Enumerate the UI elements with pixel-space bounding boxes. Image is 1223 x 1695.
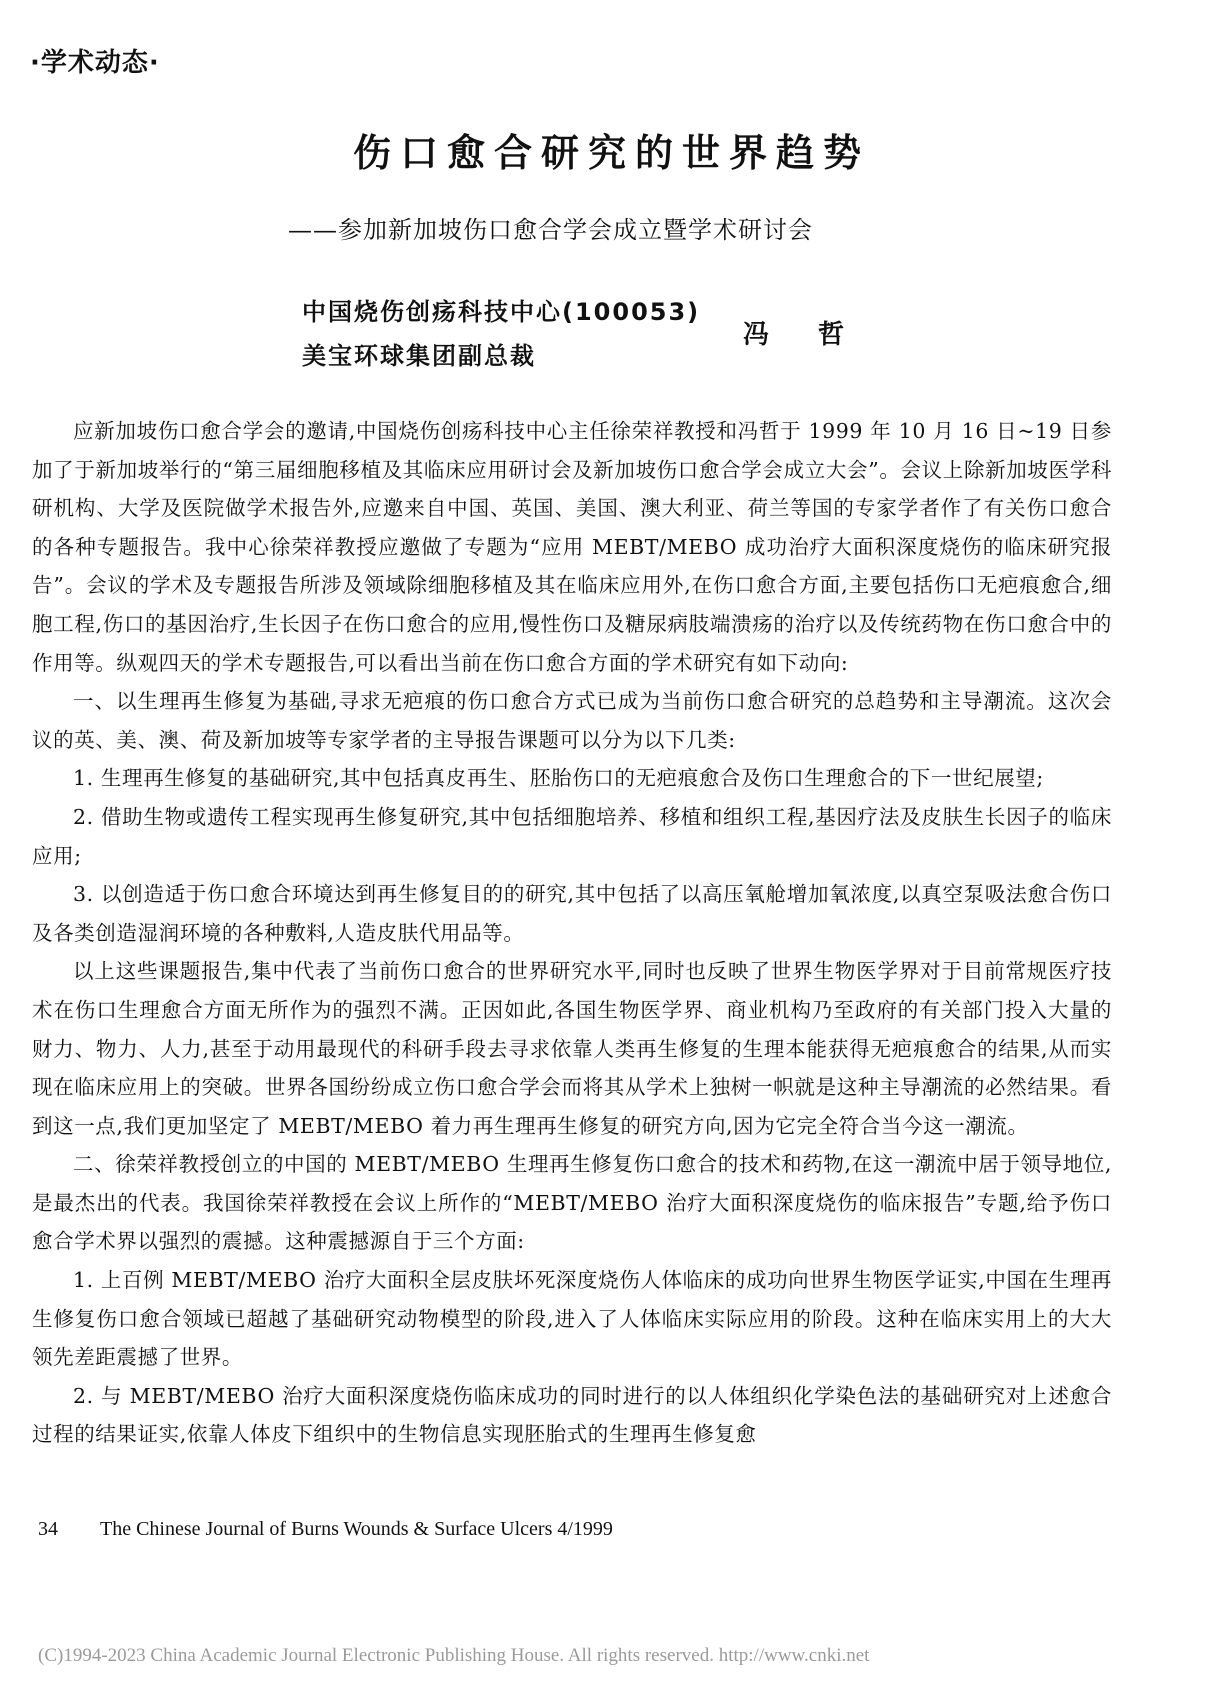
copyright-notice: (C)1994-2023 China Academic Journal Electronic Publishing House. All rights reserved. http://www.cnki.net bbox=[38, 1645, 870, 1666]
body-paragraph: 一、以生理再生修复为基础,寻求无疤痕的伤口愈合方式已成为当前伤口愈合研究的总趋势和主导潮流。这次会议的英、美、澳、荷及新加坡等专家学者的主导报告课题可以分为以下几类: bbox=[32, 689, 1112, 752]
body-paragraph: 2. 与 MEBT/MEBO 治疗大面积深度烧伤临床成功的同时进行的以人体组织化学染色法的基础研究对上述愈合过程的结果证实,依靠人体皮下组织中的生物信息实现胚胎式的生理再生修复愈 bbox=[32, 1383, 1112, 1447]
article-body bbox=[32, 412, 1112, 1454]
body-paragraph: 1. 生理再生修复的基础研究,其中包括真皮再生、胚胎伤口的无疤痕愈合及伤口生理愈合的下一世纪展望; bbox=[73, 766, 1044, 791]
body-paragraph: 3. 以创造适于伤口愈合环境达到再生修复目的的研究,其中包括了以高压氧舱增加氧浓度,以真空泵吸法愈合伤口及各类创造湿润环境的各种敷料,人造皮肤代用品等。 bbox=[32, 882, 1112, 945]
body-paragraph: 以上这些课题报告,集中代表了当前伤口愈合的世界研究水平,同时也反映了世界生物医学界对于目前常规医疗技术在伤口生理愈合方面无所作为的强烈不满。正因如此,各国生物医学界、商业机构乃至政府的有关部门投入大量的财力、物力、人力,甚至于动用最现代的科研手段去寻求依靠人类再生修复的生理本能获得无疤痕愈合的结果,从而实现在临床应用上的突破。世界各国纷纷成立伤口愈合学会而将其从学术上独树一帜就是这种主导潮流的必然结果。看到这一点,我们更加坚定了 MEBT/MEBO 着力再生理再生修复的研究方向,因为它完全符合当今这一潮流。 bbox=[32, 959, 1112, 1138]
page-footer bbox=[38, 1518, 613, 1541]
section-tag: ·学术动态· bbox=[30, 48, 160, 78]
body-paragraph: 二、徐荣祥教授创立的中国的 MEBT/MEBO 生理再生修复伤口愈合的技术和药物,在这一潮流中居于领导地位,是最杰出的代表。我国徐荣祥教授在会议上所作的“MEBT/MEBO 治疗大面积深度烧伤的临床报告”专题,给予伤口愈合学术界以强烈的震撼。这种震撼源自于三个方面: bbox=[32, 1152, 1112, 1254]
body-paragraph: 2. 借助生物或遗传工程实现再生修复研究,其中包括细胞培养、移植和组织工程,基因疗法及皮肤生长因子的临床应用; bbox=[32, 804, 1112, 868]
article-subtitle: ——参加新加坡伤口愈合学会成立暨学术研讨会 bbox=[288, 216, 813, 244]
article-title: 伤口愈合研究的世界趋势 bbox=[352, 131, 870, 175]
body-paragraph: 应新加坡伤口愈合学会的邀请,中国烧伤创疡科技中心主任徐荣祥教授和冯哲于 1999 年 10 月 16 日~19 日参加了于新加坡举行的“第三届细胞移植及其临床应用研讨会及新加坡伤口愈合学会成立大会”。会议上除新加坡医学科研机构、大学及医院做学术报告外,应邀来自中国、英国、美国、澳大利亚、荷兰等国的专家学者作了有关伤口愈合的各种专题报告。我中心徐荣祥教授应邀做了专题为“应用 MEBT/MEBO 成功治疗大面积深度烧伤的临床研究报告”。会议的学术及专题报告所涉及领域除细胞移植及其在临床应用外,在伤口愈合方面,主要包括伤口无疤痕愈合,细胞工程,伤口的基因治疗,生长因子在伤口愈合的应用,慢性伤口及糖尿病肢端溃疡的治疗以及传统药物在伤口愈合中的作用等。纵观四天的学术专题报告,可以看出当前在伤口愈合方面的学术研究有如下动向: bbox=[32, 419, 1112, 675]
body-paragraph: 1. 上百例 MEBT/MEBO 治疗大面积全层皮肤坏死深度烧伤人体临床的成功向世界生物医学证实,中国在生理再生修复伤口愈合领域已超越了基础研究动物模型的阶段,进入了人体临床实际应用的阶段。这种在临床实用上的大大领先差距震撼了世界。 bbox=[32, 1268, 1112, 1370]
journal-name: The Chinese Journal of Burns Wounds & Surface Ulcers 4/1999 bbox=[100, 1518, 613, 1540]
affiliation-line-2: 美宝环球集团副总裁 bbox=[302, 342, 536, 370]
page-number: 34 bbox=[38, 1518, 58, 1540]
author-name: 冯 哲 bbox=[743, 320, 865, 350]
affiliation-line-1: 中国烧伤创疡科技中心(100053) bbox=[302, 298, 701, 326]
